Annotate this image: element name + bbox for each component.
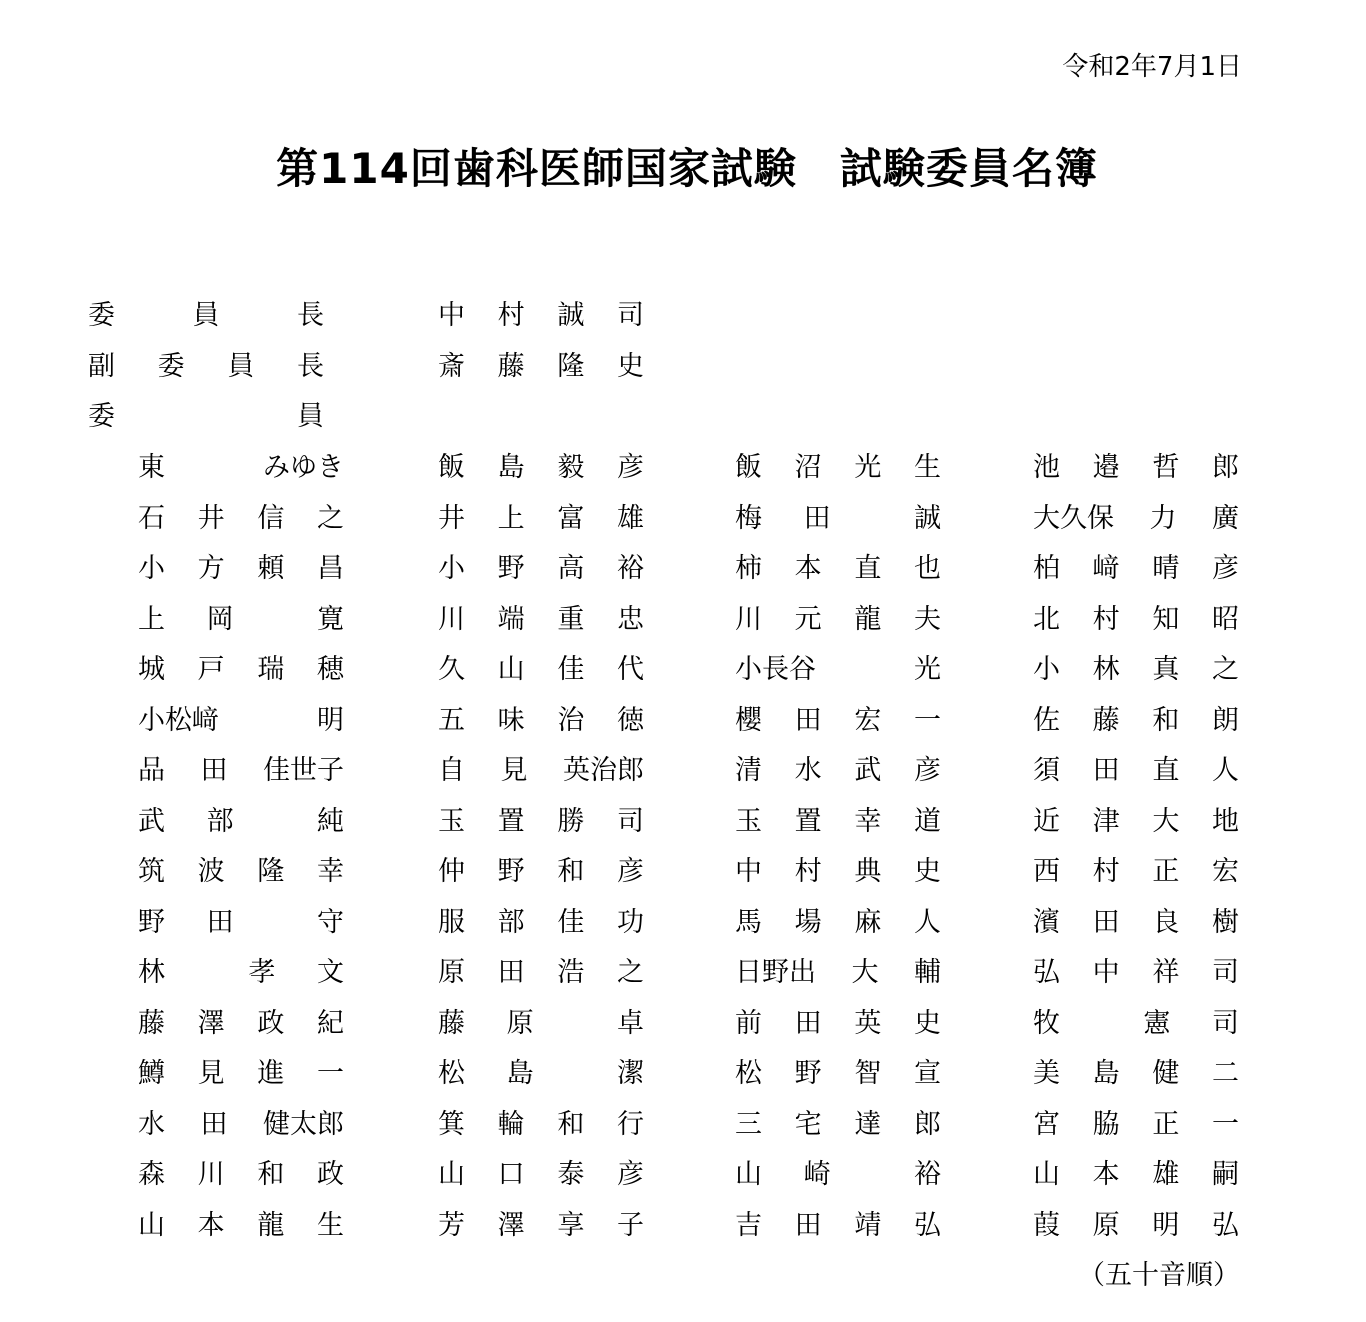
member-name: 櫻 田 宏 一 — [735, 704, 941, 736]
member-name: 須 田 直 人 — [1033, 755, 1239, 786]
member-name: 佐 藤 和 朗 — [1033, 704, 1239, 736]
member-name: 森 川 和 政 — [138, 1159, 344, 1190]
member-name: 仲 野 和 彦 — [438, 856, 644, 887]
member-name: 飯 島 毅 彦 — [438, 452, 644, 483]
member-name: 山 本 雄 嗣 — [1033, 1159, 1239, 1190]
member-name: 玉 置 勝 司 — [438, 805, 644, 837]
role-label: 委 員 — [88, 401, 324, 432]
member-name: 玉 置 幸 道 — [735, 805, 941, 837]
member-name: 松 野 智 宣 — [735, 1058, 941, 1089]
member-name: 日野出 大 輔 — [735, 957, 941, 988]
role-holder-name: 斎 藤 隆 史 — [438, 350, 644, 382]
member-name: 飯 沼 光 生 — [735, 452, 941, 483]
member-name: 松 島 潔 — [438, 1058, 644, 1089]
member-name: 服 部 佳 功 — [438, 906, 644, 938]
member-name: 芳 澤 享 子 — [438, 1209, 644, 1241]
role-label: 委 員 長 — [88, 300, 324, 331]
member-name: 宮 脇 正 一 — [1033, 1108, 1239, 1140]
member-name: 五 味 治 徳 — [438, 704, 644, 736]
member-name: 柏 﨑 晴 彦 — [1033, 553, 1239, 584]
member-name: 筑 波 隆 幸 — [138, 856, 344, 887]
member-name: 川 端 重 忠 — [438, 603, 644, 635]
member-name: 藤 原 卓 — [438, 1007, 644, 1039]
member-name: 西 村 正 宏 — [1033, 856, 1239, 887]
member-name: 久 山 佳 代 — [438, 654, 644, 685]
member-name: 東 みゆき — [138, 452, 344, 483]
member-name: 三 宅 達 郎 — [735, 1108, 941, 1140]
page-title: 第114回歯科医師国家試験 試験委員名簿 — [276, 144, 1098, 193]
member-name: 近 津 大 地 — [1033, 805, 1239, 837]
member-name: 前 田 英 史 — [735, 1007, 941, 1039]
member-name: 上 岡 寛 — [138, 603, 344, 635]
member-name: 濱 田 良 樹 — [1033, 906, 1239, 938]
member-name: 鱒 見 進 一 — [138, 1058, 344, 1089]
member-name: 井 上 富 雄 — [438, 502, 644, 534]
role-label: 副 委 員 長 — [88, 350, 324, 382]
member-name: 小松﨑 明 — [138, 704, 344, 736]
member-name: 川 元 龍 夫 — [735, 603, 941, 635]
member-name: 水 田 健太郎 — [138, 1108, 344, 1140]
member-name: 山 本 龍 生 — [138, 1209, 344, 1241]
member-name: 石 井 信 之 — [138, 502, 344, 534]
member-name: 大久保 力 廣 — [1033, 502, 1239, 534]
member-name: 箕 輪 和 行 — [438, 1108, 644, 1140]
date-label: 令和2年7月1日 — [1062, 52, 1242, 82]
member-name: 小 野 高 裕 — [438, 553, 644, 584]
member-name: 林 孝 文 — [138, 957, 344, 988]
member-name: 梅 田 誠 — [735, 502, 941, 534]
member-name: 小長谷 光 — [735, 654, 941, 685]
ordering-note: （五十音順） — [1078, 1260, 1240, 1291]
member-name: 野 田 守 — [138, 906, 344, 938]
member-name: 自 見 英治郎 — [438, 755, 644, 786]
member-name: 山 口 泰 彦 — [438, 1159, 644, 1190]
member-name: 山 崎 裕 — [735, 1159, 941, 1190]
member-name: 城 戸 瑞 穂 — [138, 654, 344, 685]
member-name: 弘 中 祥 司 — [1033, 957, 1239, 988]
member-name: 中 村 典 史 — [735, 856, 941, 887]
member-name: 牧 憲 司 — [1033, 1007, 1239, 1039]
role-holder-name: 中 村 誠 司 — [438, 300, 644, 331]
member-name: 小 方 頼 昌 — [138, 553, 344, 584]
member-name: 葭 原 明 弘 — [1033, 1209, 1239, 1241]
member-name: 美 島 健 二 — [1033, 1058, 1239, 1089]
member-name: 清 水 武 彦 — [735, 755, 941, 786]
member-name: 馬 場 麻 人 — [735, 906, 941, 938]
member-name: 柿 本 直 也 — [735, 553, 941, 584]
member-name: 吉 田 靖 弘 — [735, 1209, 941, 1241]
member-name: 池 邉 哲 郎 — [1033, 452, 1239, 483]
member-name: 品 田 佳世子 — [138, 755, 344, 786]
member-name: 小 林 真 之 — [1033, 654, 1239, 685]
member-name: 武 部 純 — [138, 805, 344, 837]
member-name: 藤 澤 政 紀 — [138, 1007, 344, 1039]
member-name: 原 田 浩 之 — [438, 957, 644, 988]
member-name: 北 村 知 昭 — [1033, 603, 1239, 635]
